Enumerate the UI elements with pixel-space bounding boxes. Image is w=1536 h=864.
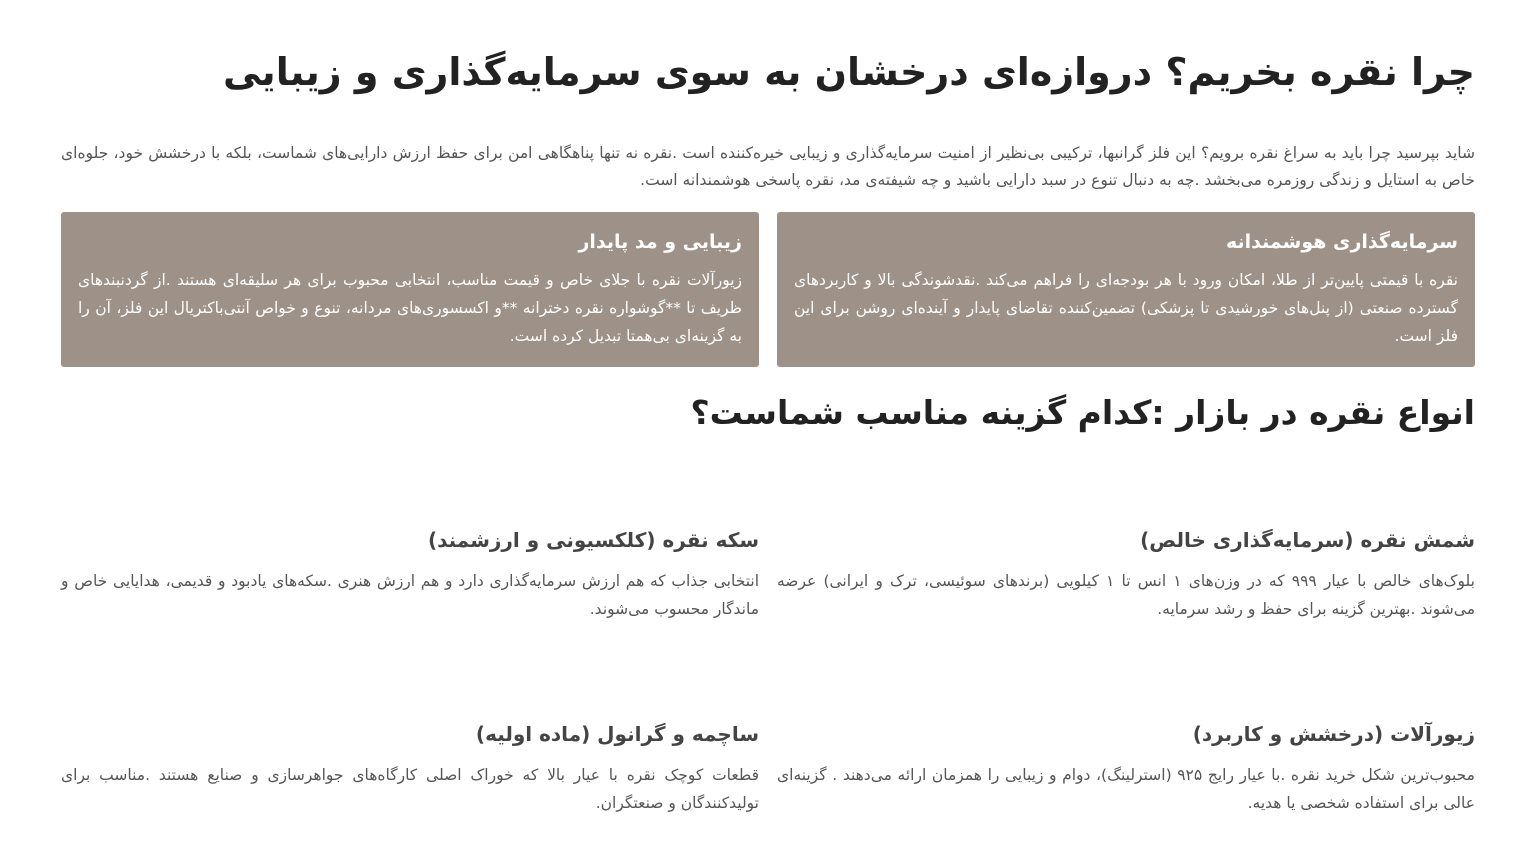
type-item-title: سکه نقره (کلکسیونی و ارزشمند) bbox=[427, 528, 759, 552]
type-item-text: انتخابی جذاب که هم ارزش سرمایه‌گذاری دارد و هم ارزش هنری .سکه‌های یادبود و قدیمی، هدایایی خاص و ماندگار محسوب می‌شوند. bbox=[61, 572, 759, 618]
card-beauty-fashion bbox=[61, 212, 759, 367]
card-title: زیبایی و مد پایدار bbox=[578, 231, 742, 253]
card-text: زیورآلات نقره با جلای خاص و قیمت مناسب، انتخابی محبوب برای هر سلیقه‌ای هستند .از گردنبندهای ظریف تا **گوشواره نقره دخترانه **و اکسسوری‌های مردانه، تنوع و خواص آنتی‌باکتریال این فلز، آن را به گزینه‌ای بی‌همتا تبدیل کرده است. bbox=[78, 271, 742, 345]
card-title: سرمایه‌گذاری هوشمندانه bbox=[1226, 231, 1458, 253]
type-item-title: ساچمه و گرانول (ماده اولیه) bbox=[475, 722, 759, 746]
card-smart-investment bbox=[777, 212, 1475, 367]
type-item-jewelry bbox=[777, 719, 1475, 817]
type-item-title: شمش نقره (سرمایه‌گذاری خالص) bbox=[1140, 528, 1475, 552]
page-title: چرا نقره بخریم؟ دروازه‌ای درخشان به سوی سرمایه‌گذاری و زیبایی bbox=[222, 50, 1475, 94]
type-item-bullion bbox=[777, 525, 1475, 623]
type-item-text: محبوب‌ترین شکل خرید نقره .با عیار رایج ۹۲۵ (استرلینگ)، دوام و زیبایی را همزمان ارائه می‌دهند . گزینه‌ای عالی برای استفاده شخصی یا هدیه. bbox=[777, 766, 1475, 812]
type-item-coin bbox=[61, 525, 759, 623]
type-item-granule bbox=[61, 719, 759, 817]
type-item-text: قطعات کوچک نقره با عیار بالا که خوراک اصلی کارگاه‌های جواهرسازی و صنایع هستند .مناسب برای تولیدکنندگان و صنعتگران. bbox=[61, 766, 759, 812]
card-text: نقره با قیمتی پایین‌تر از طلا، امکان ورود با هر بودجه‌ای را فراهم می‌کند .نقدشوندگی بالا و کاربردهای گسترده صنعتی (از پنل‌های خورشیدی تا پزشکی) تضمین‌کننده تقاضای پایدار و آینده‌ای روشن برای این فلز است. bbox=[794, 271, 1458, 345]
intro-paragraph: شاید بپرسید چرا باید به سراغ نقره برویم؟ این فلز گرانبها، ترکیبی بی‌نظیر از امنیت سرمایه‌گذاری و زیبایی خیره‌کننده است .نقره نه تنها پناهگاهی امن برای حفظ ارزش دارایی‌های شماست، بلکه با درخشش خود، جلوه‌ای خاص به استایل و زندگی روزمره می‌بخشد .چه به دنبال تنوع در سبد دارایی باشید و چه شیفته‌ی مد، نقره پاسخی هوشمندانه است. bbox=[61, 144, 1475, 189]
section-title-silver-types: انواع نقره در بازار :کدام گزینه مناسب شماست؟ bbox=[690, 393, 1475, 432]
type-item-title: زیورآلات (درخشش و کاربرد) bbox=[1192, 722, 1475, 746]
type-item-text: بلوک‌های خالص با عیار ۹۹۹ که در وزن‌های ۱ انس تا ۱ کیلویی (برندهای سوئیسی، ترک و ایرانی) عرضه می‌شوند .بهترین گزینه برای حفظ و رشد سرمایه. bbox=[777, 572, 1475, 618]
